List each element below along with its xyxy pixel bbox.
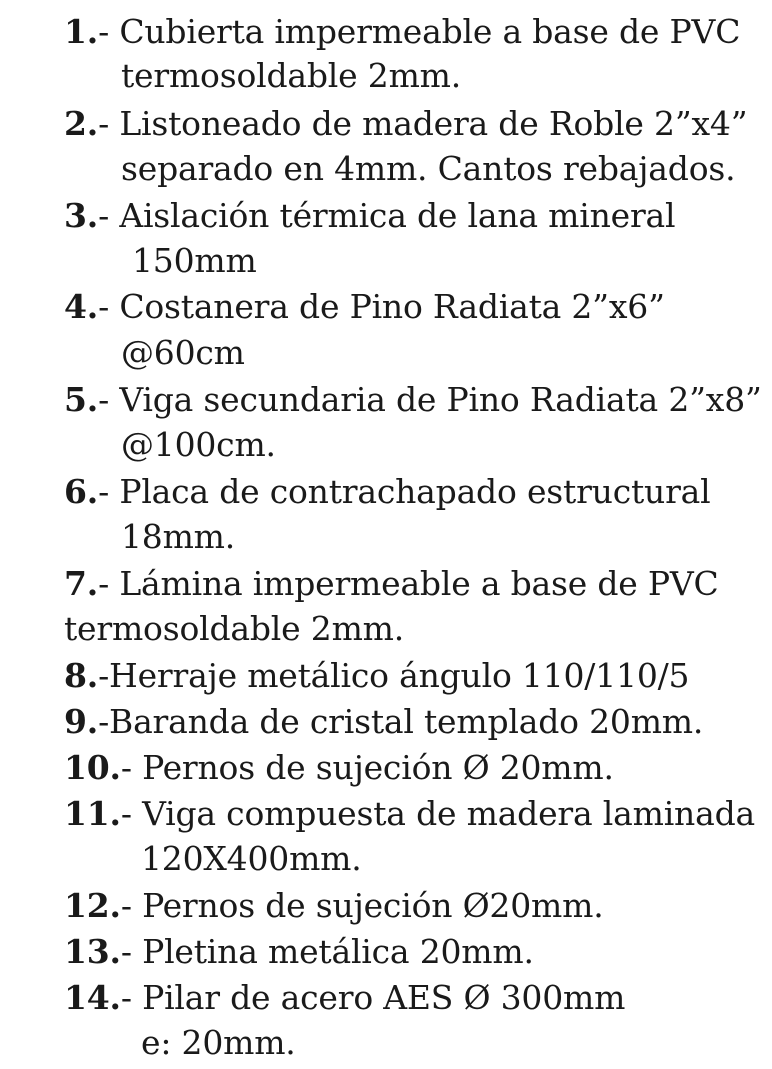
legend-item-4 xyxy=(64,287,665,327)
item-number: 1. xyxy=(64,12,99,51)
item-separator: - xyxy=(120,978,143,1017)
item-separator: - xyxy=(98,287,120,326)
item-separator: - xyxy=(98,564,120,603)
legend-item-5-continuation: @100cm. xyxy=(121,425,276,464)
item-text: Baranda de cristal templado 20mm. xyxy=(109,702,704,741)
legend-item-11 xyxy=(64,794,755,834)
item-separator: - xyxy=(98,702,110,741)
item-separator: - xyxy=(98,196,120,235)
item-number: 4. xyxy=(64,287,99,326)
legend-item-14 xyxy=(64,978,625,1018)
legend-item-6 xyxy=(64,472,711,512)
legend-item-7-continuation: termosoldable 2mm. xyxy=(64,609,405,648)
item-text: Costanera de Pino Radiata 2”x6” xyxy=(119,287,665,326)
legend-item-12 xyxy=(64,886,604,926)
item-text: Pernos de sujeción Ø 20mm. xyxy=(142,748,614,787)
item-separator: - xyxy=(98,12,120,51)
item-number: 2. xyxy=(64,104,99,143)
item-number: 11. xyxy=(64,794,121,833)
item-text: Viga secundaria de Pino Radiata 2”x8” xyxy=(119,380,762,419)
item-text: Pletina metálica 20mm. xyxy=(142,932,534,971)
item-number: 10. xyxy=(64,748,121,787)
item-number: 13. xyxy=(64,932,121,971)
item-separator: - xyxy=(98,104,120,143)
legend-item-10 xyxy=(64,748,614,788)
item-separator: - xyxy=(120,886,143,925)
item-text: Pilar de acero AES Ø 300mm xyxy=(142,978,626,1017)
legend-item-1-continuation: termosoldable 2mm. xyxy=(121,56,462,95)
legend-item-3-continuation: 150mm xyxy=(132,241,257,280)
item-text: Placa de contrachapado estructural xyxy=(119,472,711,511)
item-text: Listoneado de madera de Roble 2”x4” xyxy=(119,104,748,143)
legend-item-8 xyxy=(64,656,689,696)
legend-item-2-continuation: separado en 4mm. Cantos rebajados. xyxy=(121,149,736,188)
legend-item-9 xyxy=(64,702,703,742)
item-number: 3. xyxy=(64,196,99,235)
item-text: Herraje metálico ángulo 110/110/5 xyxy=(109,656,690,695)
legend-item-5 xyxy=(64,380,762,420)
item-separator: - xyxy=(120,794,143,833)
item-text: Viga compuesta de madera laminada xyxy=(142,794,755,833)
legend-item-6-continuation: 18mm. xyxy=(121,517,236,556)
item-number: 12. xyxy=(64,886,121,925)
item-separator: - xyxy=(120,748,143,787)
item-text: Lámina impermeable a base de PVC xyxy=(119,564,719,603)
legend-item-1 xyxy=(64,12,740,52)
item-text: Cubierta impermeable a base de PVC xyxy=(119,12,741,51)
legend-item-11-continuation: 120X400mm. xyxy=(141,839,362,878)
item-separator: - xyxy=(98,472,120,511)
legend-item-7 xyxy=(64,564,719,604)
legend-item-3 xyxy=(64,196,675,236)
item-number: 14. xyxy=(64,978,121,1017)
item-number: 9. xyxy=(64,702,99,741)
legend-item-14-continuation: e: 20mm. xyxy=(141,1023,296,1062)
item-separator: - xyxy=(98,380,120,419)
item-number: 6. xyxy=(64,472,99,511)
item-separator: - xyxy=(120,932,143,971)
item-separator: - xyxy=(98,656,110,695)
legend-item-13 xyxy=(64,932,534,972)
item-text: Pernos de sujeción Ø20mm. xyxy=(142,886,604,925)
legend-item-2 xyxy=(64,104,747,144)
item-number: 7. xyxy=(64,564,99,603)
item-text: Aislación térmica de lana mineral xyxy=(119,196,676,235)
item-number: 8. xyxy=(64,656,99,695)
legend-item-4-continuation: @60cm xyxy=(121,333,245,372)
item-number: 5. xyxy=(64,380,99,419)
